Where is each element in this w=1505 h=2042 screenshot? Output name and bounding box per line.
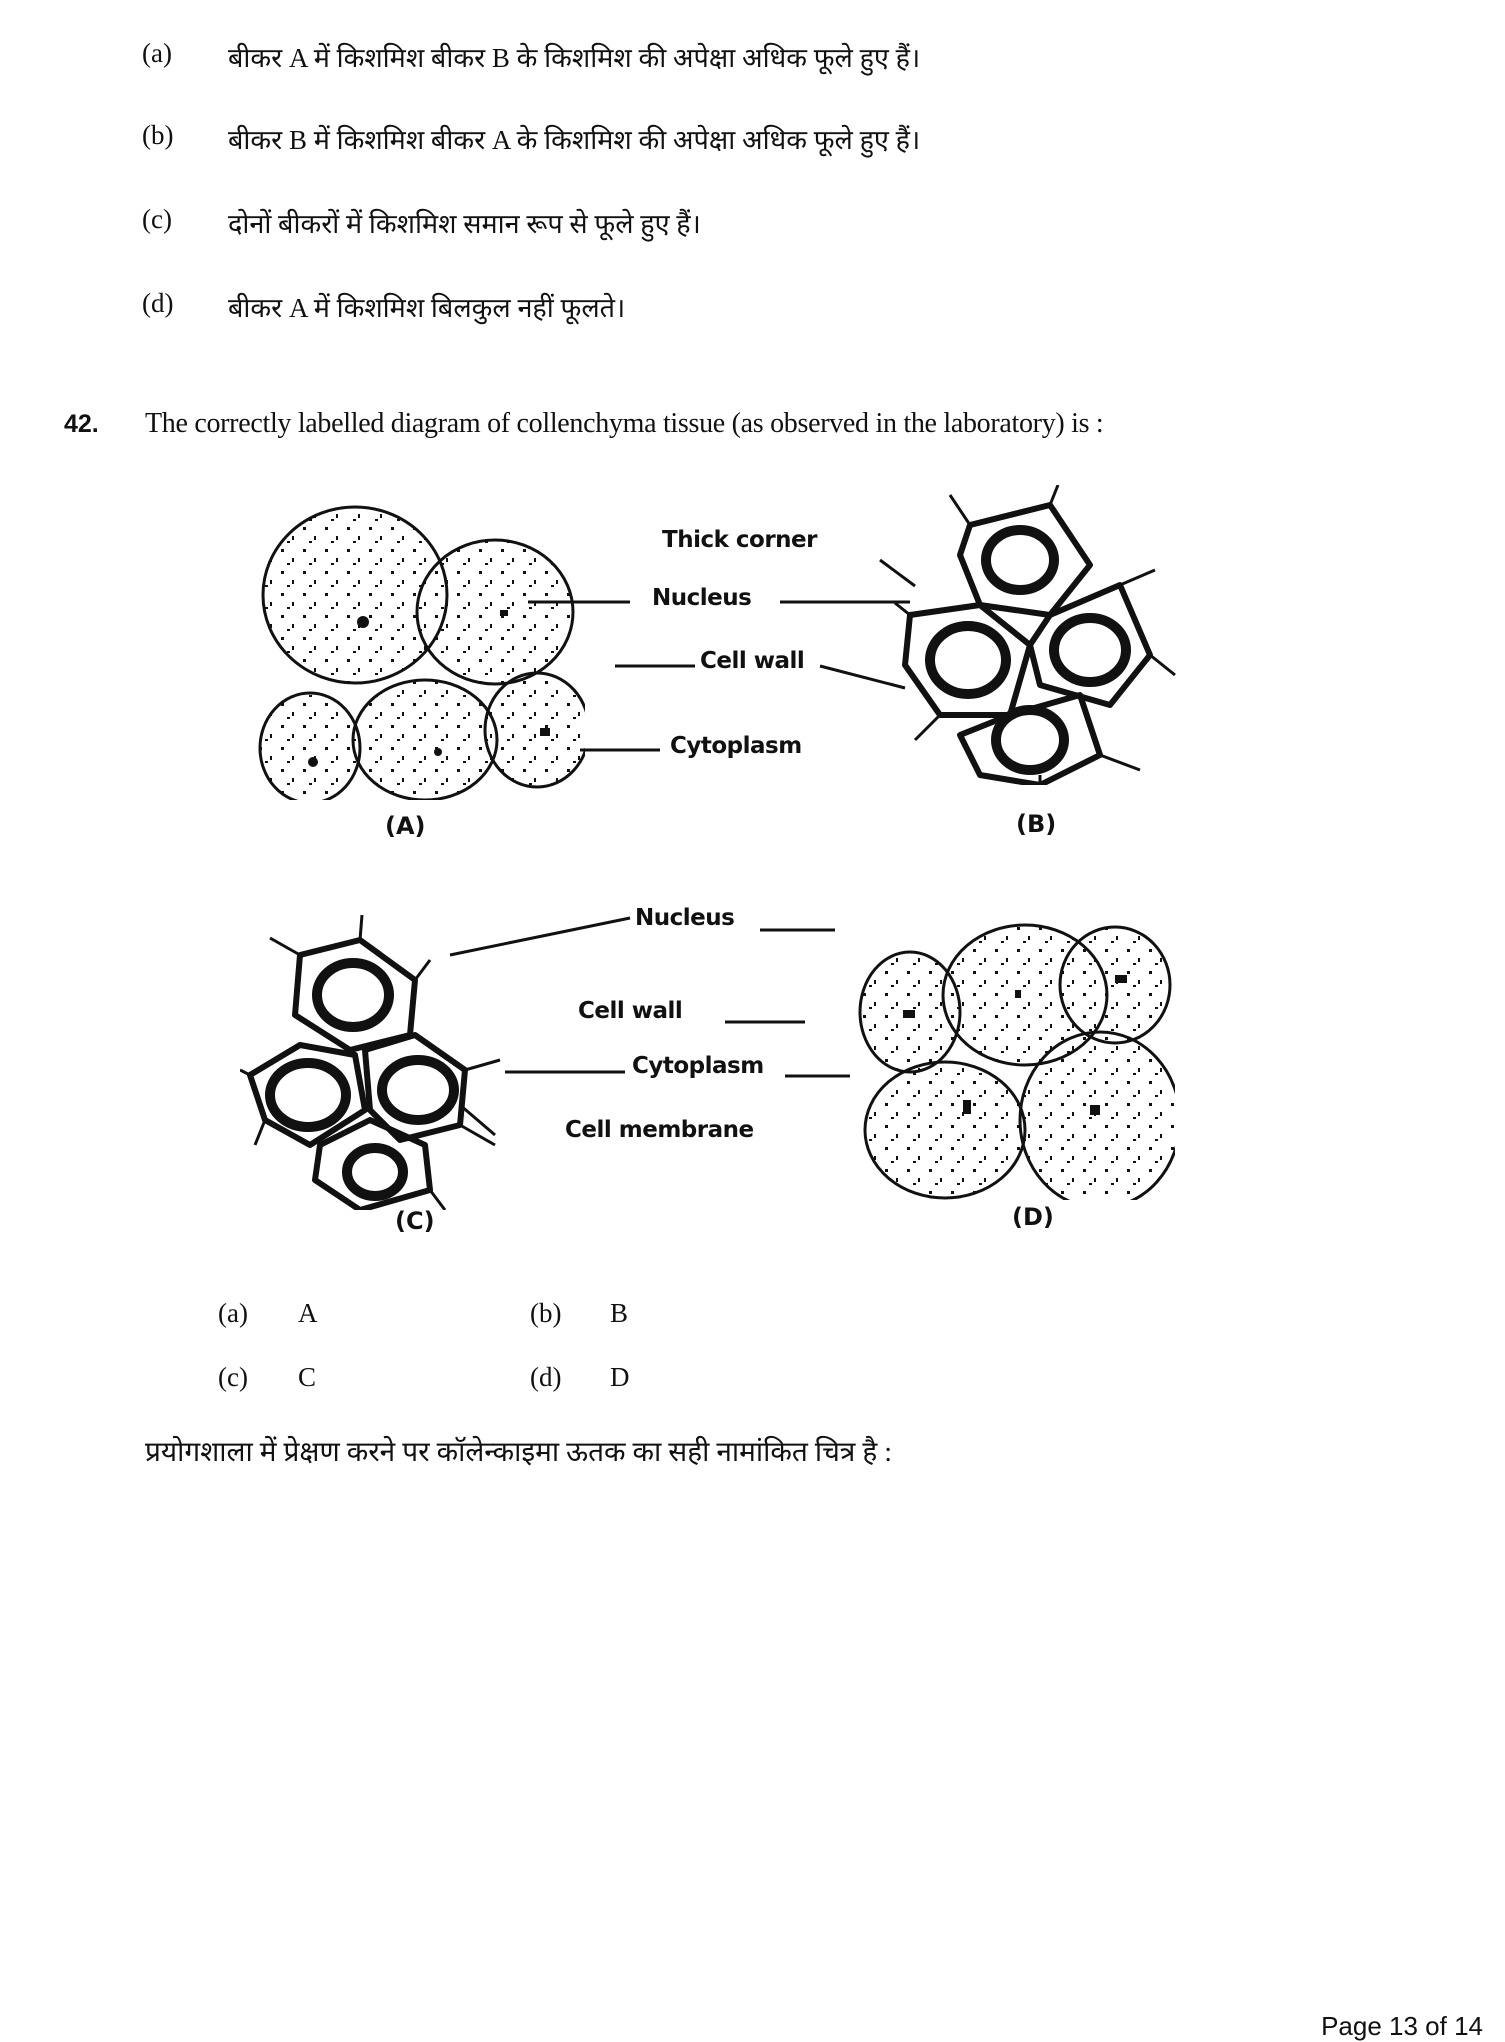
answer-text: B <box>610 1298 629 1328</box>
prev-option-b <box>142 120 920 157</box>
option-text: बीकर A में किशमिश बिलकुल नहीं फूलते। <box>228 293 626 323</box>
answer-key: (c) <box>218 1362 248 1392</box>
answer-text: A <box>298 1298 318 1328</box>
answer-option-b[interactable] <box>530 1298 628 1329</box>
label-nucleus-top: Nucleus <box>652 585 752 611</box>
option-key: (d) <box>142 288 174 318</box>
page-number: Page 13 of 14 <box>1321 2011 1483 2041</box>
question-text: The correctly labelled diagram of collenchyma tissue (as observed in the laboratory) is : <box>145 408 1104 439</box>
prev-option-d <box>142 288 625 325</box>
label-thick-corner: Thick corner <box>662 527 817 553</box>
answer-text: D <box>610 1362 630 1392</box>
option-key: (a) <box>142 38 172 68</box>
option-text: दोनों बीकरों में किशमिश समान रूप से फूले हुए हैं। <box>228 209 701 239</box>
figure-d-caption: (D) <box>1012 1203 1054 1231</box>
label-cell-wall-top: Cell wall <box>700 648 805 674</box>
answer-option-a[interactable] <box>218 1298 318 1329</box>
option-key: (b) <box>142 120 174 150</box>
label-cytoplasm-bottom: Cytoplasm <box>632 1053 764 1079</box>
answer-key: (a) <box>218 1298 248 1328</box>
option-key: (c) <box>142 204 172 234</box>
prev-option-a <box>142 38 920 75</box>
figure-d-diagram <box>815 900 1175 1200</box>
label-nucleus-bottom: Nucleus <box>635 905 735 931</box>
prev-option-c <box>142 204 701 241</box>
question-number: 42. <box>64 410 99 438</box>
option-text: बीकर B में किशमिश बीकर A के किशमिश की अपेक्षा अधिक फूले हुए हैं। <box>228 125 921 155</box>
question-hindi-text: प्रयोगशाला में प्रेक्षण करने पर कॉलेन्काइमा ऊतक का सही नामांकित चित्र है : <box>145 1437 892 1468</box>
figure-b-diagram <box>890 485 1190 785</box>
option-text: बीकर A में किशमिश बीकर B के किशमिश की अपेक्षा अधिक फूले हुए हैं। <box>228 43 921 73</box>
figure-b-caption: (B) <box>1016 810 1057 838</box>
answer-key: (b) <box>530 1298 562 1328</box>
answer-text: C <box>298 1362 317 1392</box>
answer-option-c[interactable] <box>218 1362 316 1393</box>
label-cell-wall-bottom: Cell wall <box>578 998 683 1024</box>
label-cytoplasm-top: Cytoplasm <box>670 733 802 759</box>
answer-key: (d) <box>530 1362 562 1392</box>
figure-c-caption: (C) <box>395 1207 435 1235</box>
answer-option-d[interactable] <box>530 1362 630 1393</box>
label-cell-membrane-bottom: Cell membrane <box>565 1117 754 1143</box>
figure-a-caption: (A) <box>385 812 426 840</box>
